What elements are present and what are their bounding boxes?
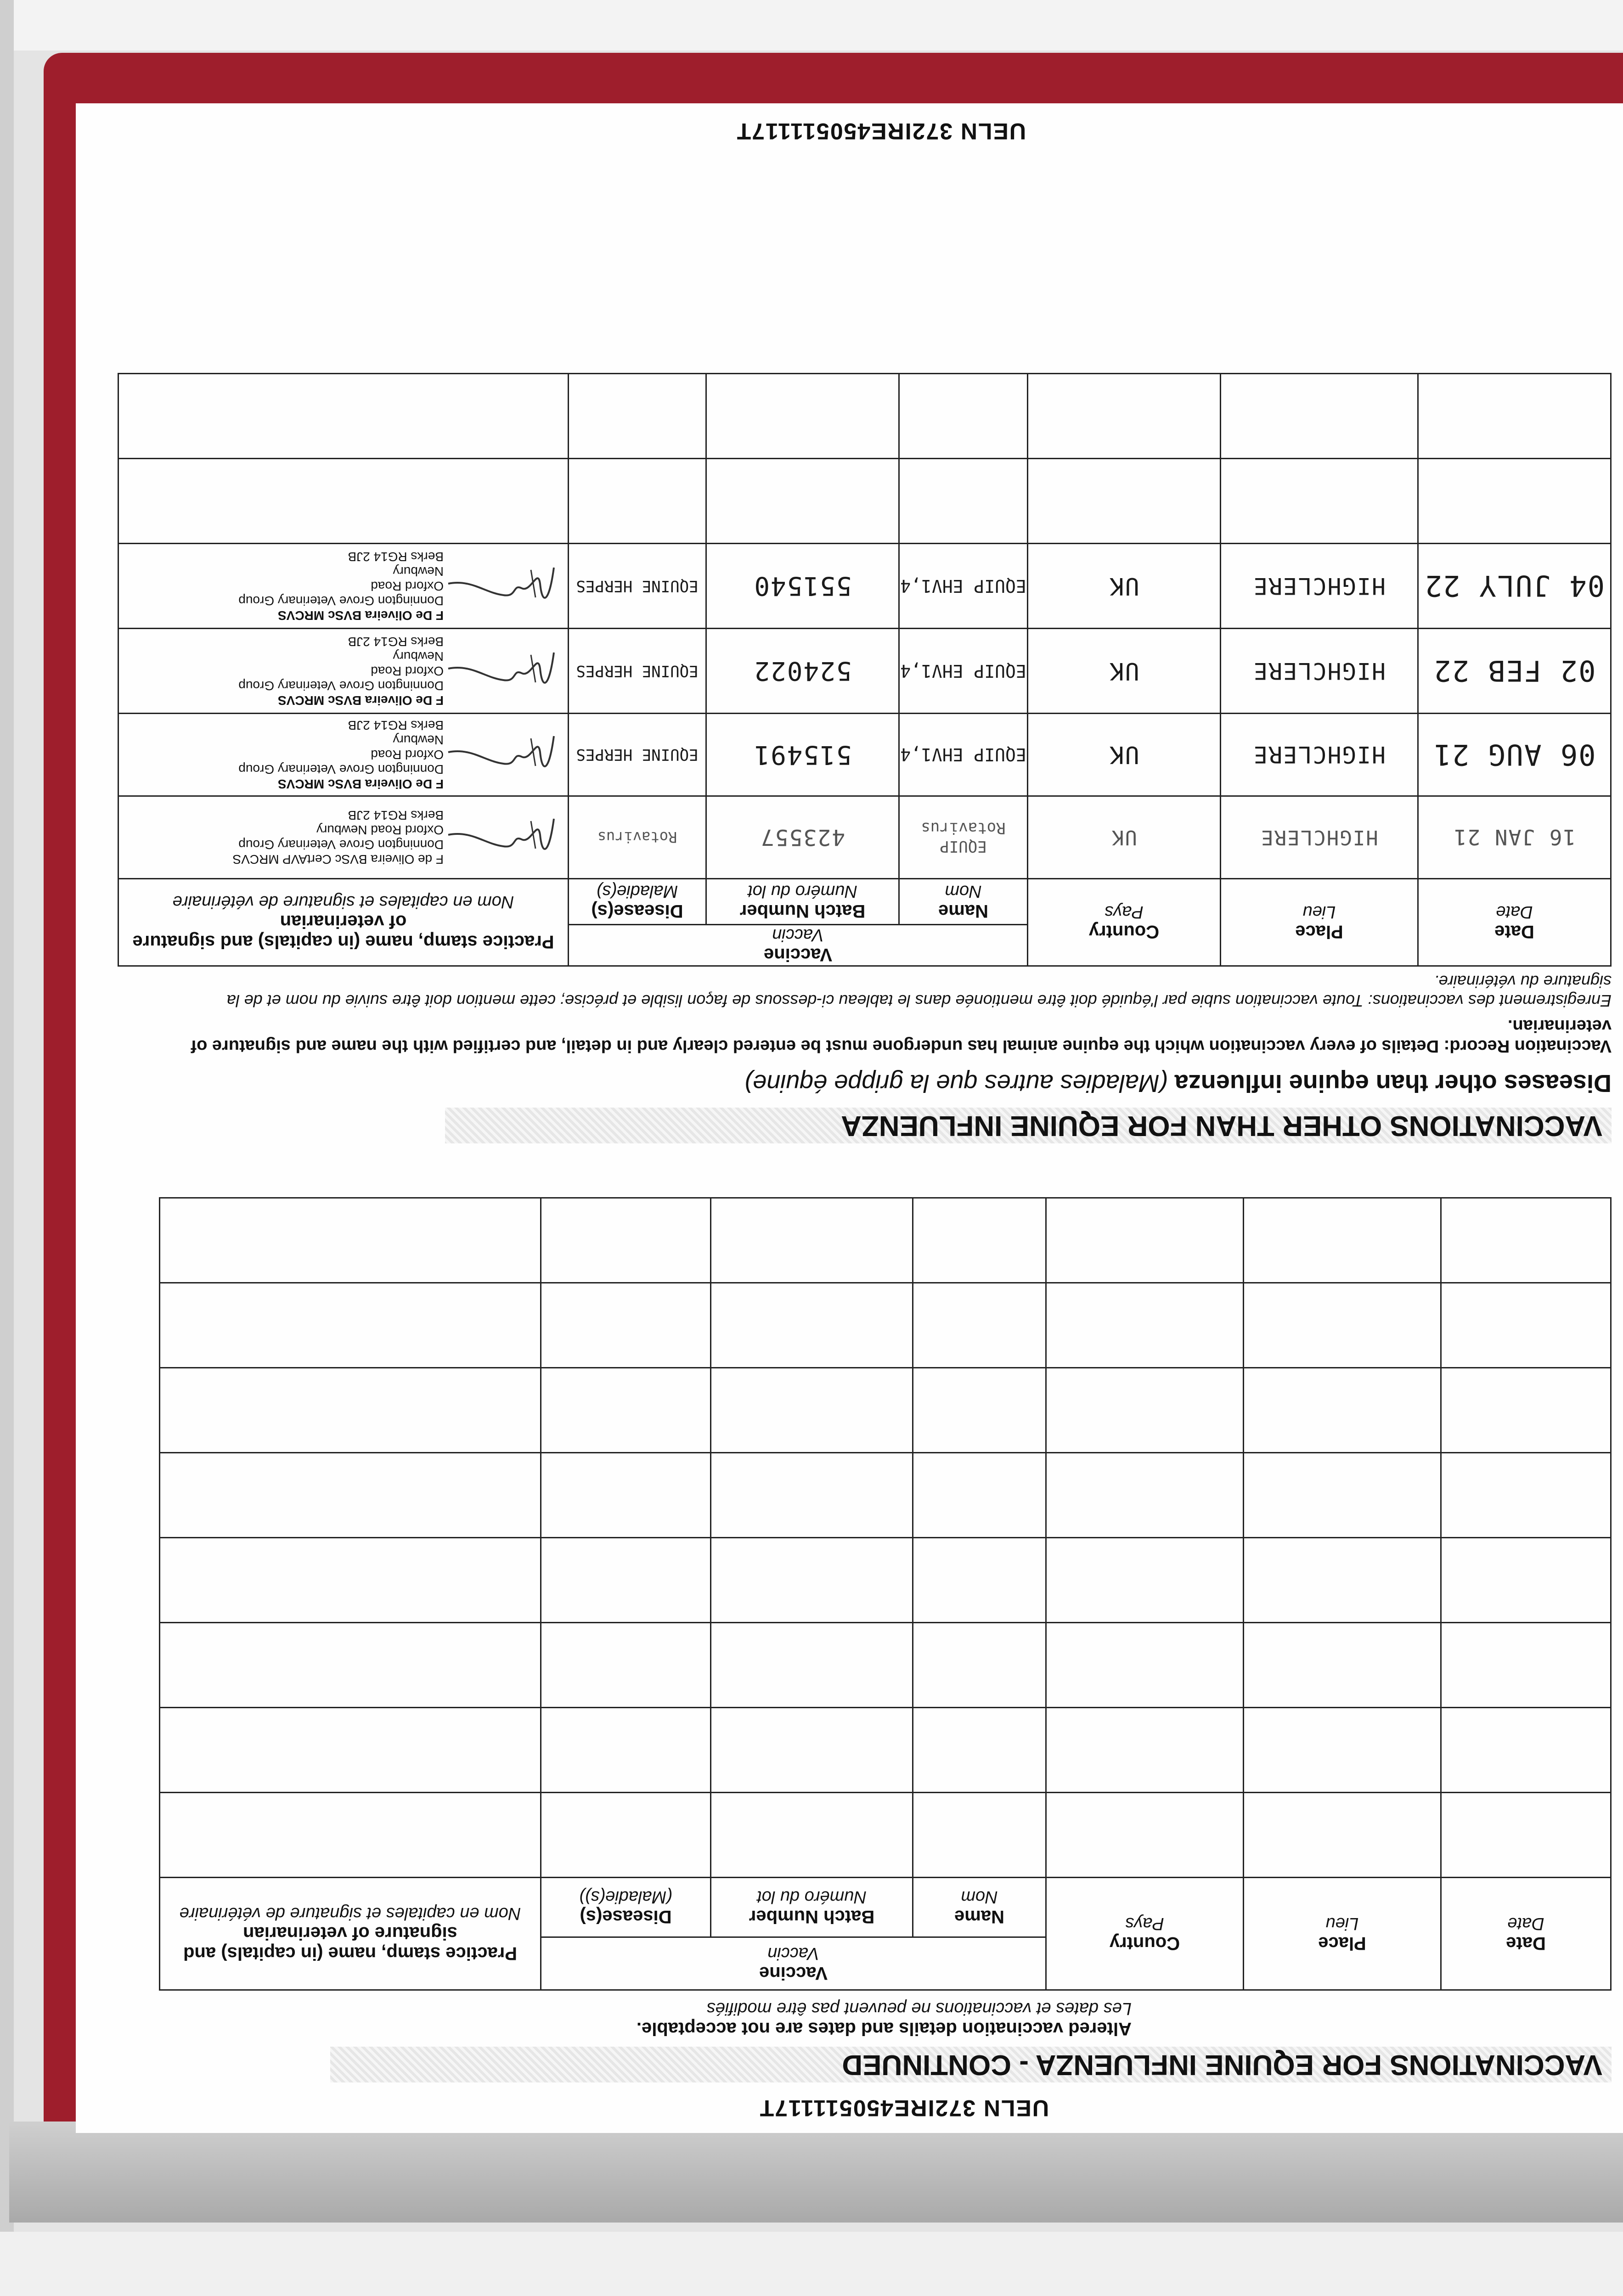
row-batch: 524022 bbox=[706, 629, 899, 714]
row-vaccine-name: EQUIP EHV1,4 bbox=[899, 544, 1028, 629]
row-date: 02 FEB 22 bbox=[1418, 629, 1611, 714]
ei-header-date: Date Date bbox=[1441, 1878, 1611, 1990]
ei-empty-row bbox=[160, 1198, 1611, 1283]
ei-empty-row bbox=[160, 1453, 1611, 1538]
ei-header-country: Country Pays bbox=[1046, 1878, 1244, 1990]
rotated-page-content bbox=[76, 103, 1623, 2133]
vaccination-record-en: Vaccination Record: Details of every vaccination which the equine animal has undergone must be entered clearly and in detail, and certified with the name and signature of veterinarian. bbox=[191, 1016, 1612, 1056]
row-disease: Rotavirus bbox=[569, 796, 706, 879]
row-disease: EQUINE HERPES bbox=[569, 714, 706, 796]
od-header-batch: Batch Number Numéro du lot bbox=[706, 879, 899, 925]
row-date: 04 JULY 22 bbox=[1418, 544, 1611, 629]
ei-header-batch: Batch Number Numéro du lot bbox=[711, 1878, 913, 1937]
row-date: 06 AUG 21 bbox=[1418, 714, 1611, 796]
practice-stamp: F De Oliveira BVSc MRCVS Donnington Grove Veterinary Group Oxford Road Newbury Berks RG14 2JB bbox=[238, 550, 444, 623]
row-place: HIGHCLERE bbox=[1221, 796, 1418, 879]
row-country: UK bbox=[1028, 544, 1221, 629]
ueln-number-top: UELN 372IRE450511117T bbox=[759, 2095, 1049, 2121]
practice-stamp: F de Oliveira BVSc CertAVP MRCVS Donnington Grove Veterinary Group Oxford Road Newbury Berks RG14 2JB bbox=[232, 808, 444, 867]
row-batch: 551540 bbox=[706, 544, 899, 629]
vaccination-record-fr: Enregistrement des vaccinations: Toute vaccination subie par l'équidé doit être mentionée dans le tableau ci-dessous de façon lisible et précise; cette mention doit être suivie du nom et de la signature du vétérinaire. bbox=[226, 972, 1612, 1010]
ei-empty-row bbox=[160, 1708, 1611, 1793]
row-place: HIGHCLERE bbox=[1221, 629, 1418, 714]
veterinarian-signature bbox=[444, 561, 563, 611]
row-country: UK bbox=[1028, 629, 1221, 714]
od-header-name: Name Nom bbox=[899, 879, 1028, 925]
veterinarian-signature bbox=[444, 730, 563, 780]
row-disease: EQUINE HERPES bbox=[569, 544, 706, 629]
row-vaccine-name: EQUIP EHV1,4 bbox=[899, 629, 1028, 714]
practice-stamp: F De Oliveira BVSc MRCVS Donnington Grove Veterinary Group Oxford Road Newbury Berks RG14 2JB bbox=[238, 635, 444, 708]
od-header-vaccine: Vaccine Vaccin bbox=[569, 925, 1028, 966]
practice-stamp: F De Oliveira BVSc MRCVS Donnington Grove Veterinary Group Oxford Road Newbury Berks RG14 2JB bbox=[238, 718, 444, 792]
veterinarian-signature bbox=[444, 812, 563, 863]
ei-empty-row bbox=[160, 1623, 1611, 1708]
ei-empty-row bbox=[160, 1283, 1611, 1368]
empty-row bbox=[118, 459, 1611, 544]
ei-header-place: Place Lieu bbox=[1244, 1878, 1441, 1990]
scan-top-margin bbox=[0, 0, 1623, 51]
vaccination-row bbox=[118, 796, 1611, 879]
od-header-stamp: Practice stamp, name (in capitals) and signature of veterinarian Nom en capitales et signature de vétérinaire bbox=[118, 879, 569, 966]
ueln-number-bottom: UELN 372IRE450511117T bbox=[736, 118, 1026, 144]
row-stamp bbox=[118, 796, 569, 879]
od-header-date: Date Date bbox=[1418, 879, 1611, 966]
ei-empty-row bbox=[160, 1368, 1611, 1453]
row-place: HIGHCLERE bbox=[1221, 714, 1418, 796]
ei-header-vaccine: Vaccine Vaccin bbox=[541, 1937, 1046, 1990]
empty-row bbox=[118, 374, 1611, 459]
ei-empty-row bbox=[160, 1793, 1611, 1878]
row-vaccine-name: EQUIP Rotavirus bbox=[899, 796, 1028, 879]
veterinarian-signature bbox=[444, 646, 563, 696]
od-header-diseases: Disease(s) Maladie(s) bbox=[569, 879, 706, 925]
vaccination-row bbox=[118, 629, 1611, 714]
row-disease: EQUINE HERPES bbox=[569, 629, 706, 714]
ei-header-stamp: Practice stamp, name (in capitals) and signature of veterinarian Nom en capitales et signature de vétérinaire bbox=[160, 1878, 541, 1990]
row-place: HIGHCLERE bbox=[1221, 544, 1418, 629]
ei-header-name: Name Nom bbox=[913, 1878, 1046, 1937]
other-diseases-subtitle: Diseases other than equine influenza (Maladies autres que la grippe équine) bbox=[744, 1069, 1612, 1097]
equine-influenza-banner: VACCINATIONS FOR EQUINE INFLUENZA - CONTINUED bbox=[330, 2047, 1612, 2082]
vaccination-row bbox=[118, 714, 1611, 796]
row-country: UK bbox=[1028, 796, 1221, 879]
ei-empty-row bbox=[160, 1538, 1611, 1623]
row-date: 16 JAN 21 bbox=[1418, 796, 1611, 879]
scan-left-margin bbox=[0, 0, 14, 2296]
passport-page bbox=[76, 103, 1623, 2133]
equine-influenza-table bbox=[159, 1197, 1612, 1991]
row-country: UK bbox=[1028, 714, 1221, 796]
row-batch: 515491 bbox=[706, 714, 899, 796]
row-stamp bbox=[118, 714, 569, 796]
other-vaccinations-table bbox=[118, 373, 1612, 967]
od-header-place: Place Lieu bbox=[1221, 879, 1418, 966]
altered-note-fr: Les dates et vaccinations ne peuvent pas être modifiés bbox=[706, 1999, 1132, 2018]
od-header-country: Country Pays bbox=[1028, 879, 1221, 966]
row-stamp bbox=[118, 544, 569, 629]
passport-spine bbox=[9, 2122, 1623, 2223]
row-batch: 423557 bbox=[706, 796, 899, 879]
ei-header-diseases: Disease(s) (Maladie(s)) bbox=[541, 1878, 711, 1937]
scan-bottom-margin bbox=[0, 2232, 1623, 2296]
row-stamp bbox=[118, 629, 569, 714]
altered-note-en: Altered vaccination details and dates are not acceptable. bbox=[636, 2019, 1132, 2039]
other-vaccinations-banner: VACCINATIONS OTHER THAN FOR EQUINE INFLUENZA bbox=[445, 1108, 1612, 1143]
row-vaccine-name: EQUIP EHV1,4 bbox=[899, 714, 1028, 796]
vaccination-row bbox=[118, 544, 1611, 629]
